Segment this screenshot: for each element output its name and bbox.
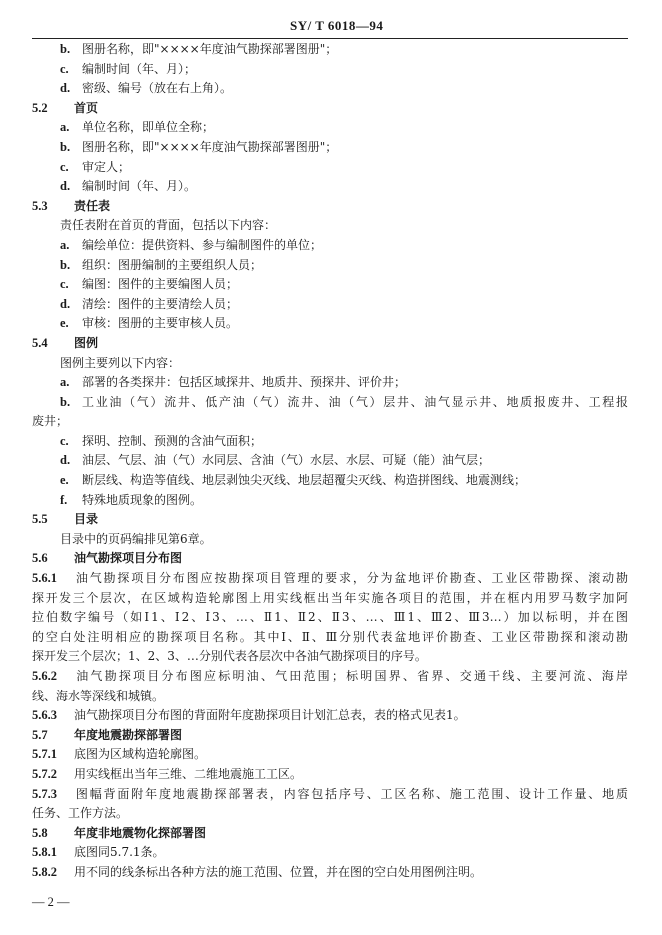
list-item [32, 295, 628, 315]
item-marker: a. [60, 375, 70, 390]
list-item [32, 158, 628, 178]
continuation-text: 拉伯数字编号（如Ⅰ1、Ⅰ2、Ⅰ3、…、Ⅱ1、Ⅱ2、Ⅱ3、…、Ⅲ1、Ⅲ2、Ⅲ3…）加以标明，并在图 [32, 610, 628, 625]
item-marker: c. [60, 159, 69, 174]
list-item [32, 275, 628, 295]
list-item [32, 177, 628, 197]
clause-number: 5.8.2 [32, 864, 57, 879]
clause-text: 用实线框出当年三维、二维地震施工工区。 [74, 766, 303, 781]
item-text: 编图：图件的主要编图人员； [82, 277, 239, 292]
clause-text: 底图同5.7.1条。 [74, 845, 165, 860]
section-number: 5.6 [32, 551, 48, 566]
item-text: 图册名称，即"××××年度油气勘探部署图册"； [82, 139, 338, 154]
paragraph-text: 责任表附在首页的背面，包括以下内容： [60, 218, 277, 233]
section-heading [32, 99, 628, 119]
paragraph [32, 530, 628, 550]
item-marker: b. [60, 139, 71, 154]
section-number: 5.4 [32, 335, 48, 350]
paragraph [32, 354, 628, 374]
item-marker: b. [60, 257, 71, 272]
clause-number: 5.6.2 [32, 669, 57, 683]
item-text: 审核：图册的主要审核人员。 [82, 316, 239, 331]
section-heading [32, 549, 628, 569]
section-title: 责任表 [74, 198, 111, 213]
item-marker: d. [60, 179, 71, 194]
document-body [32, 40, 628, 883]
clause [32, 765, 628, 785]
section-title: 油气勘探项目分布图 [74, 551, 183, 566]
section-title: 首页 [74, 100, 99, 115]
section-heading [32, 197, 628, 217]
continuation-line [32, 628, 628, 648]
clause-number: 5.7.3 [32, 786, 57, 801]
item-text: 工业油（气）流井、低产油（气）流井、油（气）层井、油气显示井、地质报废井、工程报 [82, 394, 628, 409]
item-text: 断层线、构造等值线、地层剥蚀尖灭线、地层超覆尖灭线、构造拼图线、地震测线； [82, 473, 527, 488]
continuation-line [32, 647, 628, 667]
continuation-text: 的空白处注明相应的勘探项目名称。其中Ⅰ、Ⅱ、Ⅲ分别代表盆地评价勘查、工业区带勘探和滚动勘 [32, 629, 628, 644]
item-text: 审定人； [82, 159, 131, 174]
list-item [32, 451, 628, 471]
clause-text: 油气勘探项目分布图应按勘探项目管理的要求，分为盆地评价勘查、工业区带勘探、滚动勘 [74, 571, 628, 586]
clause-number: 5.8.1 [32, 845, 57, 860]
item-marker: d. [60, 296, 71, 311]
continuation-text: 探开发三个层次；1、2、3、…分别代表各层次中各油气勘探项目的序号。 [32, 649, 427, 664]
clause-text: 用不同的线条标出各种方法的施工范围、位置，并在图的空白处用图例注明。 [74, 864, 483, 879]
item-marker: c. [60, 61, 69, 76]
section-title: 图例 [74, 335, 99, 350]
list-item [32, 256, 628, 276]
clause [32, 706, 628, 726]
paragraph [32, 216, 628, 236]
item-text: 图册名称，即"××××年度油气勘探部署图册"； [82, 42, 338, 56]
item-marker: b. [60, 42, 71, 56]
clause [32, 863, 628, 883]
standard-code: SY/ T 6018—94 [290, 18, 384, 33]
section-number: 5.5 [32, 512, 48, 527]
clause-number: 5.7.2 [32, 766, 57, 781]
clause [32, 785, 628, 805]
list-item [32, 118, 628, 138]
list-item [32, 471, 628, 491]
item-text: 部署的各类探井：包括区域探井、地质井、预探井、评价井； [82, 375, 407, 390]
list-item [32, 79, 628, 99]
continuation-text: 废井； [32, 414, 69, 429]
item-text: 编制时间（年、月）。 [82, 179, 197, 194]
item-marker: e. [60, 473, 69, 488]
item-text: 油层、气层、油（气）水同层、含油（气）水层、水层、可疑（能）油气层； [82, 453, 491, 468]
list-item [32, 393, 628, 413]
continuation-text: 任务、工作方法。 [32, 806, 129, 821]
item-marker: d. [60, 453, 71, 468]
continuation-text: 线、海水等深线和城镇。 [32, 688, 165, 703]
clause [32, 667, 628, 687]
item-text: 编制时间（年、月）； [82, 61, 197, 76]
clause-text: 图幅背面附年度地震勘探部署表，内容包括序号、工区名称、施工范围、设计工作量、地质 [74, 786, 628, 801]
item-text: 密级、编号（放在右上角）。 [82, 81, 233, 96]
clause [32, 843, 628, 863]
item-marker: c. [60, 277, 69, 292]
section-number: 5.3 [32, 198, 48, 213]
section-title: 年度非地震物化探部署图 [74, 825, 207, 840]
section-heading [32, 334, 628, 354]
clause [32, 569, 628, 589]
paragraph-text: 目录中的页码编排见第6章。 [60, 531, 212, 546]
clause [32, 745, 628, 765]
list-item [32, 491, 628, 511]
clause-number: 5.7.1 [32, 747, 57, 762]
continuation-line [32, 608, 628, 628]
item-text: 编绘单位：提供资料、参与编制图件的单位； [82, 237, 323, 252]
item-text: 清绘：图件的主要清绘人员； [82, 296, 239, 311]
section-title: 年度地震勘探部署图 [74, 727, 183, 742]
clause-text: 底图为区域构造轮廓图。 [74, 747, 207, 762]
list-item [32, 40, 628, 60]
section-heading [32, 510, 628, 530]
item-text: 单位名称，即单位全称； [82, 120, 215, 135]
continuation-text: 探开发三个层次，在区域构造轮廓图上用实线框出当年实施各项目的范围，并在框内用罗马数字加阿 [32, 590, 628, 605]
item-marker: a. [60, 120, 70, 135]
item-marker: b. [60, 394, 71, 409]
clause-number: 5.6.3 [32, 708, 57, 723]
section-number: 5.2 [32, 100, 48, 115]
item-marker: a. [60, 237, 70, 252]
section-number: 5.7 [32, 727, 48, 742]
item-marker: f. [60, 492, 68, 507]
clause-text: 油气勘探项目分布图应标明油、气田范围；标明国界、省界、交通干线、主要河流、海岸 [74, 669, 628, 683]
list-item [32, 60, 628, 80]
item-text: 探明、控制、预测的含油气面积； [82, 433, 263, 448]
continuation-line [32, 589, 628, 609]
continuation-line [32, 412, 628, 432]
list-item [32, 138, 628, 158]
list-item [32, 236, 628, 256]
section-heading [32, 824, 628, 844]
list-item [32, 432, 628, 452]
section-title: 目录 [74, 512, 99, 527]
item-marker: d. [60, 81, 71, 96]
page-number: — 2 — [32, 895, 70, 909]
item-marker: c. [60, 433, 69, 448]
list-item [32, 314, 628, 334]
continuation-line [32, 687, 628, 707]
clause-number: 5.6.1 [32, 571, 57, 586]
item-marker: e. [60, 316, 69, 331]
clause-text: 油气勘探项目分布图的背面附年度勘探项目计划汇总表，表的格式见表1。 [74, 708, 466, 723]
item-text: 特殊地质现象的图例。 [82, 492, 203, 507]
section-heading [32, 726, 628, 746]
continuation-line [32, 804, 628, 824]
header-rule [32, 38, 628, 39]
section-number: 5.8 [32, 825, 48, 840]
item-text: 组织：图册编制的主要组织人员； [82, 257, 263, 272]
list-item [32, 373, 628, 393]
paragraph-text: 图例主要列以下内容： [60, 355, 181, 370]
